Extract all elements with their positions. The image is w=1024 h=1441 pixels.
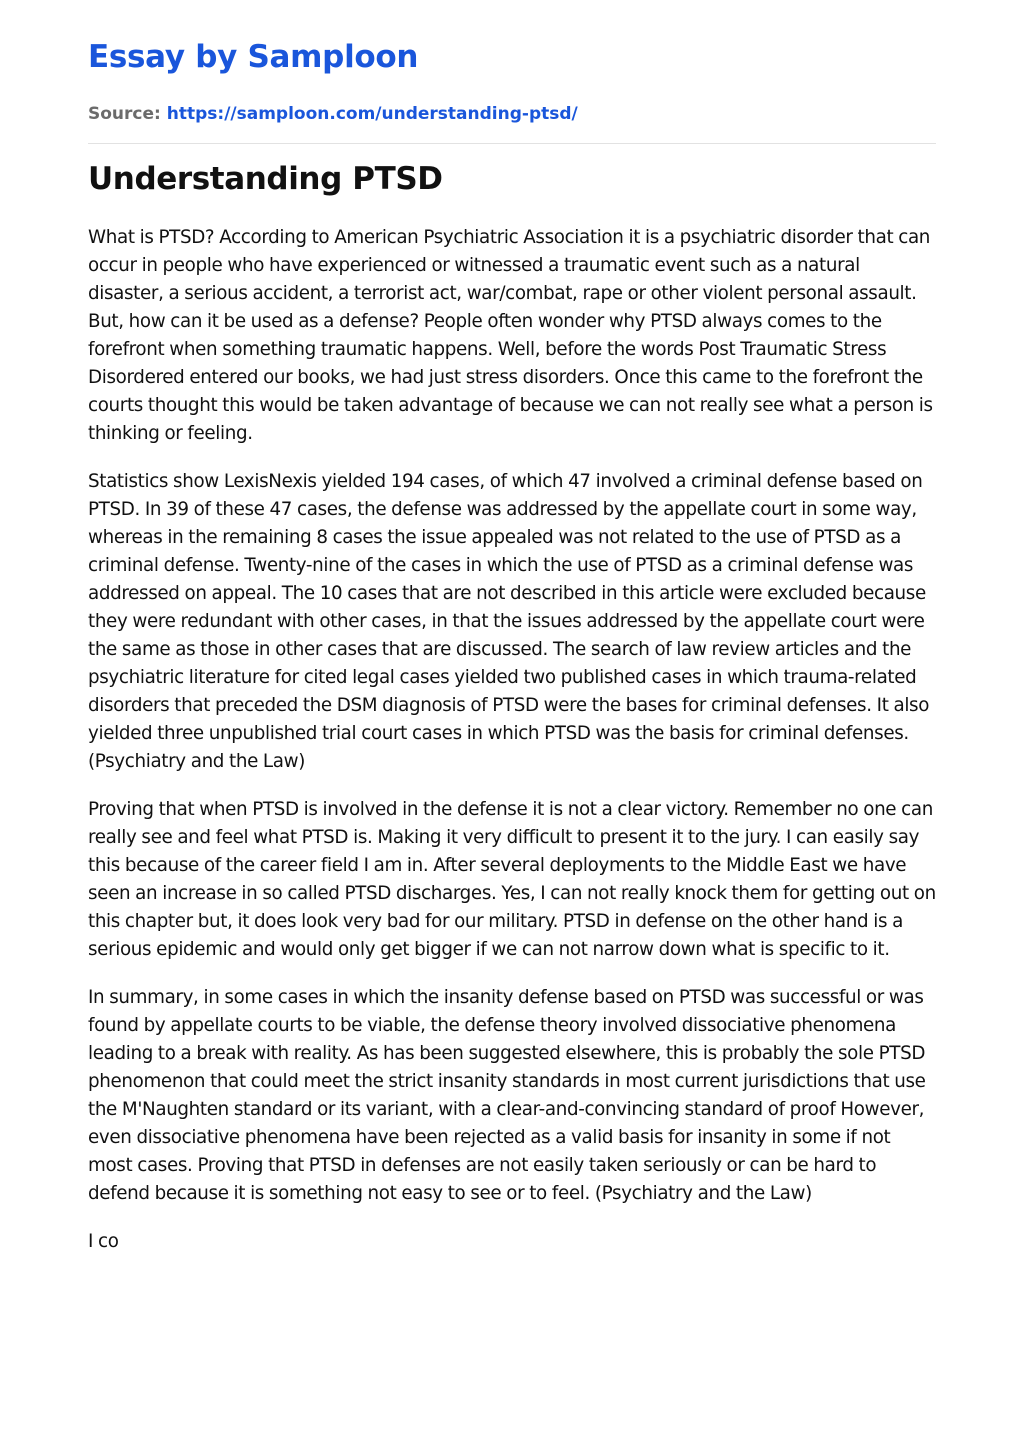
- essay-page: [88, 0, 936, 1256]
- divider: [88, 143, 936, 144]
- essay-body: [88, 224, 936, 1256]
- essay-paragraph: Statistics show LexisNexis yielded 194 cases, of which 47 involved a criminal defense based on PTSD. In 39 of these 47 cases, the defense was addressed by the appellate court in some way, whereas in the remaining 8 cases the issue appealed was not related to the use of PTSD as a criminal defense. Twenty-nine of the cases in which the use of PTSD as a criminal defense was addressed on appeal. The 10 cases that are not described in this article were excluded because they were redundant with other cases, in that the issues addressed by the appellate court were the same as those in other cases that are discussed. The search of law review articles and the psychiatric literature for cited legal cases yielded two published cases in which trauma-related disorders that preceded the DSM diagnosis of PTSD were the bases for criminal defenses. It also yielded three unpublished trial court cases in which PTSD was the basis for criminal defenses. (Psychiatry and the Law): [88, 471, 930, 772]
- essay-title: Understanding PTSD: [88, 161, 443, 197]
- essay-paragraph: Proving that when PTSD is involved in the defense it is not a clear victory. Remember no one can really see and feel what PTSD is. Making it very difficult to present it to the jury. I can easily say this because of the career field I am in. After several deployments to the Middle East we have seen an increase in so called PTSD discharges. Yes, I can not really knock them for getting out on this chapter but, it does look very bad for our military. PTSD in defense on the other hand is a serious epidemic and would only get bigger if we can not narrow down what is specific to it.: [88, 799, 936, 960]
- brand-title: Essay by Samploon: [88, 39, 419, 75]
- source-line: [88, 103, 936, 125]
- source-link[interactable]: https://samploon.com/understanding-ptsd/: [166, 104, 578, 124]
- source-label: Source:: [88, 104, 161, 124]
- essay-paragraph-truncated: I co: [88, 1231, 119, 1252]
- essay-paragraph: In summary, in some cases in which the insanity defense based on PTSD was successful or was found by appellate courts to be viable, the defense theory involved dissociative phenomena leading to a break with reality. As has been suggested elsewhere, this is probably the sole PTSD phenomenon that could meet the strict insanity standards in most current jurisdictions that use the M'Naughten standard or its variant, with a clear-and-convincing standard of proof However, even dissociative phenomena have been rejected as a valid basis for insanity in some if not most cases. Proving that PTSD in defenses are not easily taken seriously or can be hard to defend because it is something not easy to see or to feel. (Psychiatry and the Law): [88, 987, 926, 1204]
- essay-paragraph: What is PTSD? According to American Psychiatric Association it is a psychiatric disorder that can occur in people who have experienced or witnessed a traumatic event such as a natural disaster, a serious accident, a terrorist act, war/combat, rape or other violent personal assault. But, how can it be used as a defense? People often wonder why PTSD always comes to the forefront when something traumatic happens. Well, before the words Post Traumatic Stress Disordered entered our books, we had just stress disorders. Once this came to the forefront the courts thought this would be taken advantage of because we can not really see what a person is thinking or feeling.: [88, 227, 933, 444]
